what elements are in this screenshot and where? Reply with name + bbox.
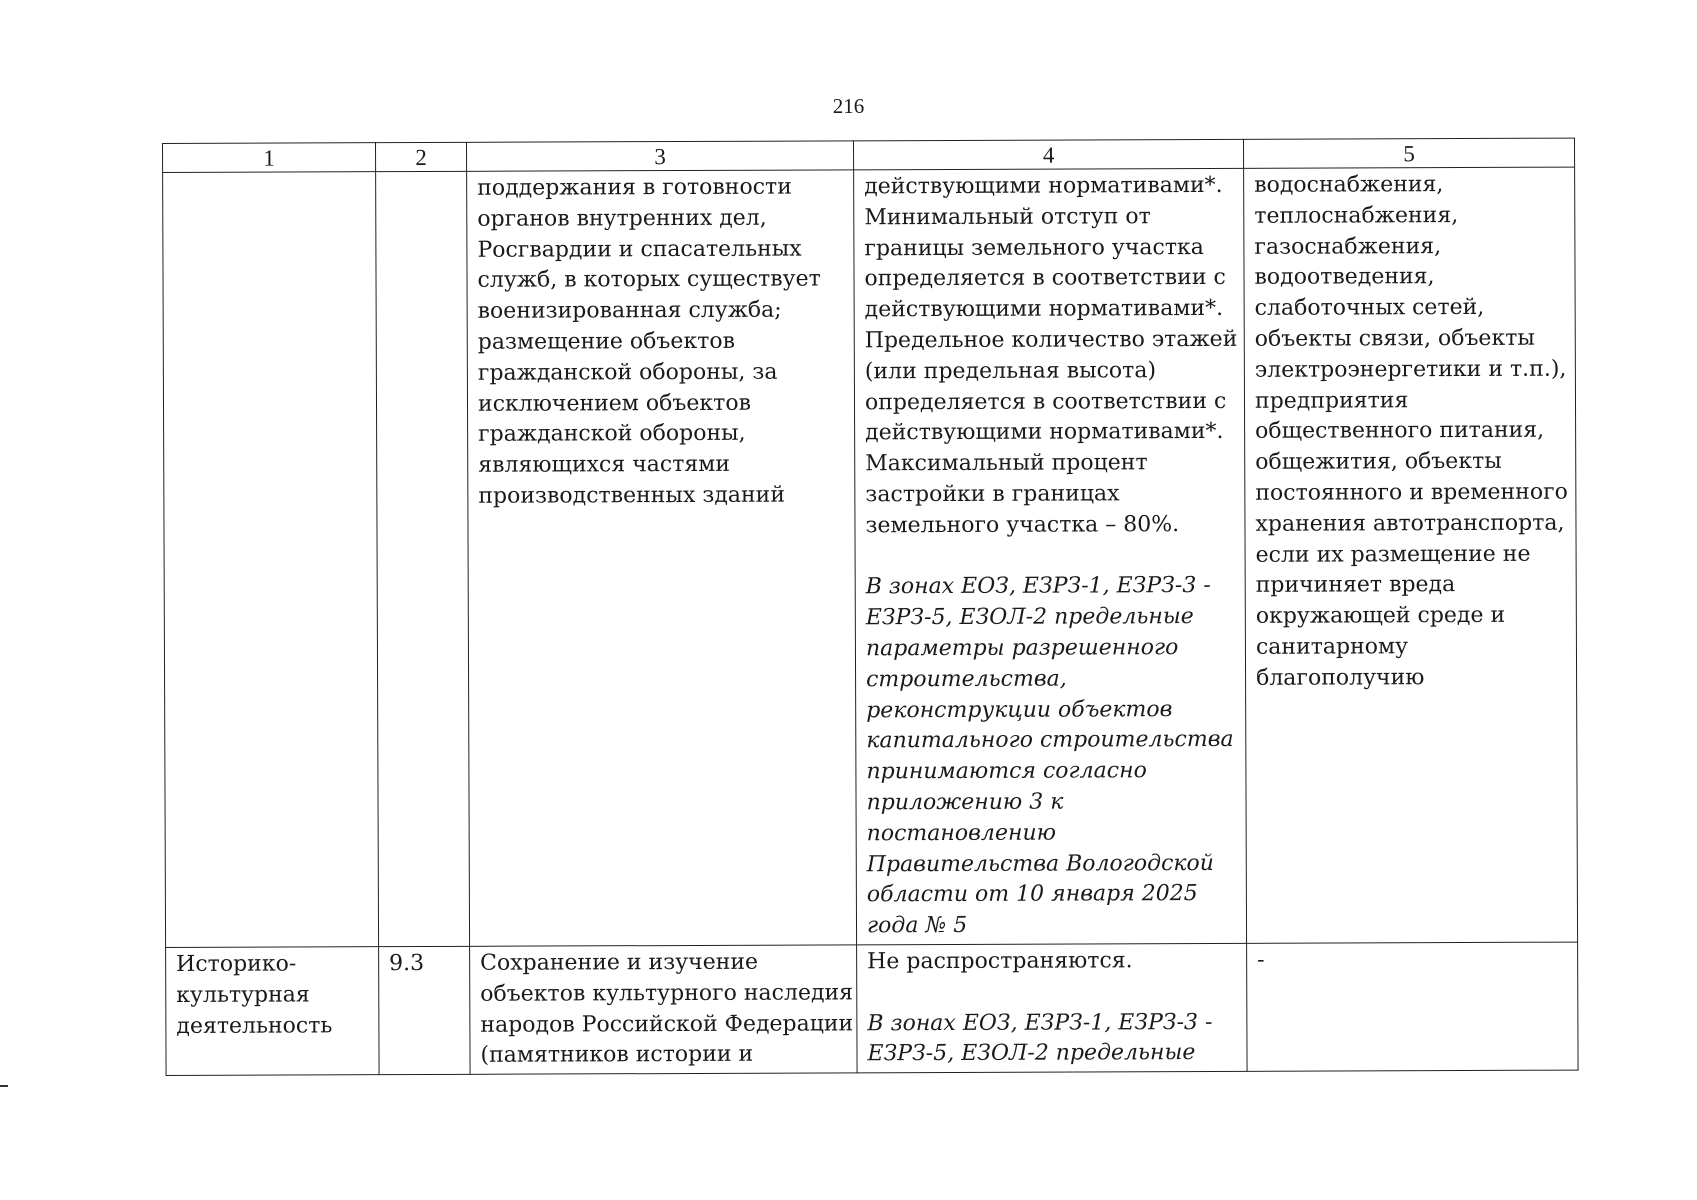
table-row [163,167,1578,947]
page-number: 216 [832,94,865,118]
cell-text-line: слаботочных сетей, [1254,295,1485,321]
cell-italic-text-line: строительства, [866,666,1067,693]
cell-code [376,171,470,946]
cell-text-line: (памятников истории и [480,1042,754,1069]
cell-text-line: объекты связи, объекты [1254,325,1535,352]
cell-notes [1244,167,1578,943]
cell-text-line: причиняет вреда [1255,572,1456,599]
column-header-2: 2 [376,142,467,171]
cell-text-line: Росгвардии и спасательных [477,236,802,263]
cell-text-line: общественного питания, [1255,418,1545,445]
cell-italic-text-line: капитального строительства [866,727,1234,754]
cell-text-line: гражданской обороны, [478,421,746,448]
cell-italic-text-line: реконструкции объектов [866,696,1173,723]
cell-text-line: военизированная служба; [477,297,782,324]
cell-text-line: санитарному [1255,634,1409,660]
cell-italic-text-line: ЕЗРЗ-5, ЕЗОЛ-2 предельные [867,1040,1196,1067]
cell-text-line: теплоснабжения, [1254,202,1459,229]
cell-text-line: хранения автотранспорта, [1255,510,1565,537]
column-header-1: 1 [163,143,376,173]
cell-description [467,170,857,946]
cell-italic-text-line: Правительства Вологодской [866,850,1214,877]
cell-text-line: электроэнергетики и т.п.), [1254,356,1567,383]
cell-text-line: Сохранение и изучение [480,949,759,976]
cell-name [166,947,379,1076]
cell-text-line: поддержания в готовности [477,174,792,201]
cell-italic-text-line: года № 5 [866,913,968,939]
cell-text-line: предприятия [1254,387,1409,414]
cell-text-line: действующими нормативами*. [864,296,1224,323]
cell-text-line: служб, в которых существует [477,266,821,294]
column-header-5: 5 [1243,138,1574,168]
cell-text-line: определяется в соответствии с [864,388,1227,415]
column-header-4: 4 [853,139,1243,169]
cell-text-line: культурная [176,982,310,1008]
cell-parameters [857,943,1247,1073]
cell-text-line: размещение объектов [477,328,736,355]
scan-margin-mark [0,1085,8,1087]
cell-italic-text-line: приложению 3 к [866,789,1064,816]
cell-italic-text-line: В зонах ЕОЗ, ЕЗРЗ-1, ЕЗРЗ-3 - [865,573,1211,600]
cell-text-line: газоснабжения, [1254,233,1442,260]
cell-text-line: водоотведения, [1254,264,1435,291]
cell-text-line: если их размещение не [1255,541,1531,568]
cell-text-line: исключением объектов [477,390,751,417]
cell-text-line: Историко- [176,951,297,977]
cell-italic-text-line: постановлению [866,820,1057,847]
cell-text-line: благополучию [1256,664,1425,691]
cell-italic-text-line: принимаются согласно [866,758,1147,785]
cell-text-line: застройки в границах [865,481,1120,508]
cell-text-line: действующими нормативами*. [865,419,1224,446]
cell-name [163,172,379,948]
regulations-table [162,138,1579,1077]
cell-text-line: (или предельная высота) [864,357,1157,385]
cell-italic-text-line: ЕЗРЗ-5, ЕЗОЛ-2 предельные [865,604,1194,631]
cell-text-line: деятельность [176,1012,333,1039]
cell-text-line: водоснабжения, [1254,172,1444,198]
cell-text-line: Минимальный отступ от [864,204,1151,231]
cell-italic-text-line: параметры разрешенного [865,635,1179,662]
table-row [166,942,1578,1076]
cell-description [470,945,857,1075]
table-body [163,167,1578,1076]
cell-text-line: объектов культурного наследия [480,980,854,1007]
paragraph-gap [867,977,1240,1009]
cell-text-line: Максимальный процент [865,450,1148,477]
cell-text-line: постоянного и временного [1255,479,1568,506]
cell-italic-text-line: В зонах ЕОЗ, ЕЗРЗ-1, ЕЗРЗ-3 - [867,1009,1213,1036]
cell-text-line: являющихся частями [478,451,731,478]
cell-text-line: народов Российской Федерации [480,1010,854,1038]
cell-text-line: определяется в соответствии с [864,265,1226,292]
cell-text-line: производственных зданий [478,482,786,509]
cell-text-line: гражданской обороны, за [477,359,778,386]
cell-italic-text-line: области от 10 января 2025 [866,881,1198,908]
column-header-3: 3 [466,141,853,171]
cell-text-line: действующими нормативами*. [864,172,1223,200]
cell-text-line: 9.3 [389,950,425,977]
paragraph-gap [866,540,1239,572]
cell-code [379,946,470,1075]
cell-text-line: окружающей среде и [1255,603,1506,629]
cell-text-line: земельного участка – 80%. [865,511,1180,539]
cell-text-line: Не распространяются. [867,948,1133,975]
cell-text-line: органов внутренних дел, [477,205,767,232]
cell-parameters [854,168,1247,944]
cell-notes [1247,942,1578,1071]
cell-text-line: границы земельного участка [864,234,1204,261]
cell-text-line: общежития, объекты [1255,449,1502,475]
cell-text-line: Предельное количество этажей [864,326,1238,354]
cell-text-line: - [1257,947,1265,973]
